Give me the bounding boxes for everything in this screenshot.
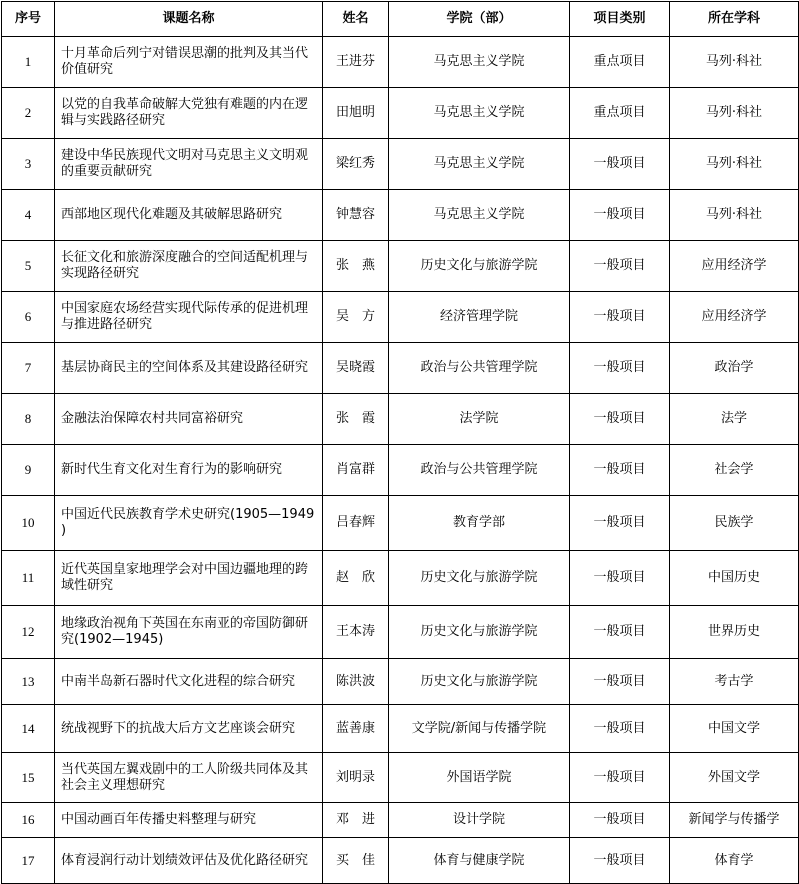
row-college: 马克思主义学院	[389, 190, 570, 241]
row-college: 历史文化与旅游学院	[389, 551, 570, 606]
row-category: 一般项目	[570, 803, 670, 838]
table-row	[2, 803, 799, 838]
table-row	[2, 838, 799, 884]
row-title: 金融法治保障农村共同富裕研究	[55, 394, 323, 445]
row-discipline: 法学	[670, 394, 799, 445]
row-category: 一般项目	[570, 343, 670, 394]
table-row	[2, 445, 799, 496]
row-name: 陈洪波	[323, 659, 389, 705]
header-category: 项目类别	[570, 2, 670, 37]
row-college: 历史文化与旅游学院	[389, 606, 570, 659]
row-category: 一般项目	[570, 753, 670, 803]
row-name: 吴晓霞	[323, 343, 389, 394]
row-title: 中南半岛新石器时代文化进程的综合研究	[55, 659, 323, 705]
row-index: 2	[2, 88, 55, 139]
table-row	[2, 496, 799, 551]
row-name: 买 佳	[323, 838, 389, 884]
row-category: 一般项目	[570, 394, 670, 445]
row-title: 中国近代民族教育学术史研究(1905—1949 )	[55, 496, 323, 551]
row-title: 建设中华民族现代文明对马克思主义文明观的重要贡献研究	[55, 139, 323, 190]
row-discipline: 社会学	[670, 445, 799, 496]
row-name: 钟慧容	[323, 190, 389, 241]
row-college: 马克思主义学院	[389, 37, 570, 88]
row-college: 历史文化与旅游学院	[389, 659, 570, 705]
row-college: 外国语学院	[389, 753, 570, 803]
row-index: 11	[2, 551, 55, 606]
row-discipline: 马列·科社	[670, 37, 799, 88]
row-name: 张 霞	[323, 394, 389, 445]
row-discipline: 外国文学	[670, 753, 799, 803]
row-college: 设计学院	[389, 803, 570, 838]
row-index: 10	[2, 496, 55, 551]
row-category: 一般项目	[570, 838, 670, 884]
row-name: 吴 方	[323, 292, 389, 343]
row-name: 王本涛	[323, 606, 389, 659]
row-category: 一般项目	[570, 190, 670, 241]
row-index: 5	[2, 241, 55, 292]
table-row	[2, 139, 799, 190]
row-discipline: 马列·科社	[670, 139, 799, 190]
row-title: 中国家庭农场经营实现代际传承的促进机理与推进路径研究	[55, 292, 323, 343]
row-discipline: 马列·科社	[670, 190, 799, 241]
row-name: 梁红秀	[323, 139, 389, 190]
row-college: 政治与公共管理学院	[389, 343, 570, 394]
table-row	[2, 394, 799, 445]
row-index: 16	[2, 803, 55, 838]
row-title: 中国动画百年传播史料整理与研究	[55, 803, 323, 838]
row-index: 4	[2, 190, 55, 241]
header-college: 学院（部）	[389, 2, 570, 37]
row-college: 马克思主义学院	[389, 88, 570, 139]
row-college: 马克思主义学院	[389, 139, 570, 190]
header-title: 课题名称	[55, 2, 323, 37]
row-index: 14	[2, 705, 55, 753]
row-index: 8	[2, 394, 55, 445]
row-category: 一般项目	[570, 241, 670, 292]
row-name: 田旭明	[323, 88, 389, 139]
table-row	[2, 705, 799, 753]
row-college: 政治与公共管理学院	[389, 445, 570, 496]
row-discipline: 新闻学与传播学	[670, 803, 799, 838]
row-discipline: 应用经济学	[670, 292, 799, 343]
row-index: 3	[2, 139, 55, 190]
row-title: 西部地区现代化难题及其破解思路研究	[55, 190, 323, 241]
row-title: 长征文化和旅游深度融合的空间适配机理与实现路径研究	[55, 241, 323, 292]
row-discipline: 世界历史	[670, 606, 799, 659]
table-row	[2, 606, 799, 659]
row-category: 一般项目	[570, 705, 670, 753]
row-college: 经济管理学院	[389, 292, 570, 343]
table-row	[2, 88, 799, 139]
table-row	[2, 753, 799, 803]
table-row	[2, 343, 799, 394]
row-category: 重点项目	[570, 88, 670, 139]
row-index: 1	[2, 37, 55, 88]
row-name: 吕春辉	[323, 496, 389, 551]
row-index: 17	[2, 838, 55, 884]
table-row	[2, 190, 799, 241]
table-header-row	[2, 2, 799, 37]
row-index: 13	[2, 659, 55, 705]
table-row	[2, 37, 799, 88]
row-college: 法学院	[389, 394, 570, 445]
header-index: 序号	[2, 2, 55, 37]
row-college: 历史文化与旅游学院	[389, 241, 570, 292]
row-category: 一般项目	[570, 659, 670, 705]
row-category: 一般项目	[570, 292, 670, 343]
row-discipline: 马列·科社	[670, 88, 799, 139]
row-title: 地缘政治视角下英国在东南亚的帝国防御研究(1902—1945)	[55, 606, 323, 659]
row-name: 刘明录	[323, 753, 389, 803]
row-name: 王进芬	[323, 37, 389, 88]
row-name: 邓 进	[323, 803, 389, 838]
row-college: 体育与健康学院	[389, 838, 570, 884]
row-title: 近代英国皇家地理学会对中国边疆地理的跨域性研究	[55, 551, 323, 606]
row-title: 新时代生育文化对生育行为的影响研究	[55, 445, 323, 496]
header-name: 姓名	[323, 2, 389, 37]
projects-table	[1, 1, 799, 884]
row-name: 蓝善康	[323, 705, 389, 753]
row-title: 当代英国左翼戏剧中的工人阶级共同体及其社会主义理想研究	[55, 753, 323, 803]
row-name: 赵 欣	[323, 551, 389, 606]
row-discipline: 考古学	[670, 659, 799, 705]
row-category: 一般项目	[570, 606, 670, 659]
row-title: 体育浸润行动计划绩效评估及优化路径研究	[55, 838, 323, 884]
row-title: 十月革命后列宁对错误思潮的批判及其当代价值研究	[55, 37, 323, 88]
row-discipline: 体育学	[670, 838, 799, 884]
table-row	[2, 659, 799, 705]
row-index: 9	[2, 445, 55, 496]
row-college: 教育学部	[389, 496, 570, 551]
row-title: 以党的自我革命破解大党独有难题的内在逻辑与实践路径研究	[55, 88, 323, 139]
row-index: 12	[2, 606, 55, 659]
row-title: 统战视野下的抗战大后方文艺座谈会研究	[55, 705, 323, 753]
row-category: 一般项目	[570, 496, 670, 551]
row-name: 张 燕	[323, 241, 389, 292]
row-title: 基层协商民主的空间体系及其建设路径研究	[55, 343, 323, 394]
row-college: 文学院/新闻与传播学院	[389, 705, 570, 753]
row-name: 肖富群	[323, 445, 389, 496]
row-category: 重点项目	[570, 37, 670, 88]
row-discipline: 民族学	[670, 496, 799, 551]
table-row	[2, 292, 799, 343]
row-category: 一般项目	[570, 139, 670, 190]
row-index: 15	[2, 753, 55, 803]
header-discipline: 所在学科	[670, 2, 799, 37]
row-discipline: 政治学	[670, 343, 799, 394]
row-discipline: 中国文学	[670, 705, 799, 753]
row-discipline: 应用经济学	[670, 241, 799, 292]
row-category: 一般项目	[570, 551, 670, 606]
row-index: 7	[2, 343, 55, 394]
row-discipline: 中国历史	[670, 551, 799, 606]
table-row	[2, 241, 799, 292]
table-row	[2, 551, 799, 606]
row-category: 一般项目	[570, 445, 670, 496]
row-index: 6	[2, 292, 55, 343]
